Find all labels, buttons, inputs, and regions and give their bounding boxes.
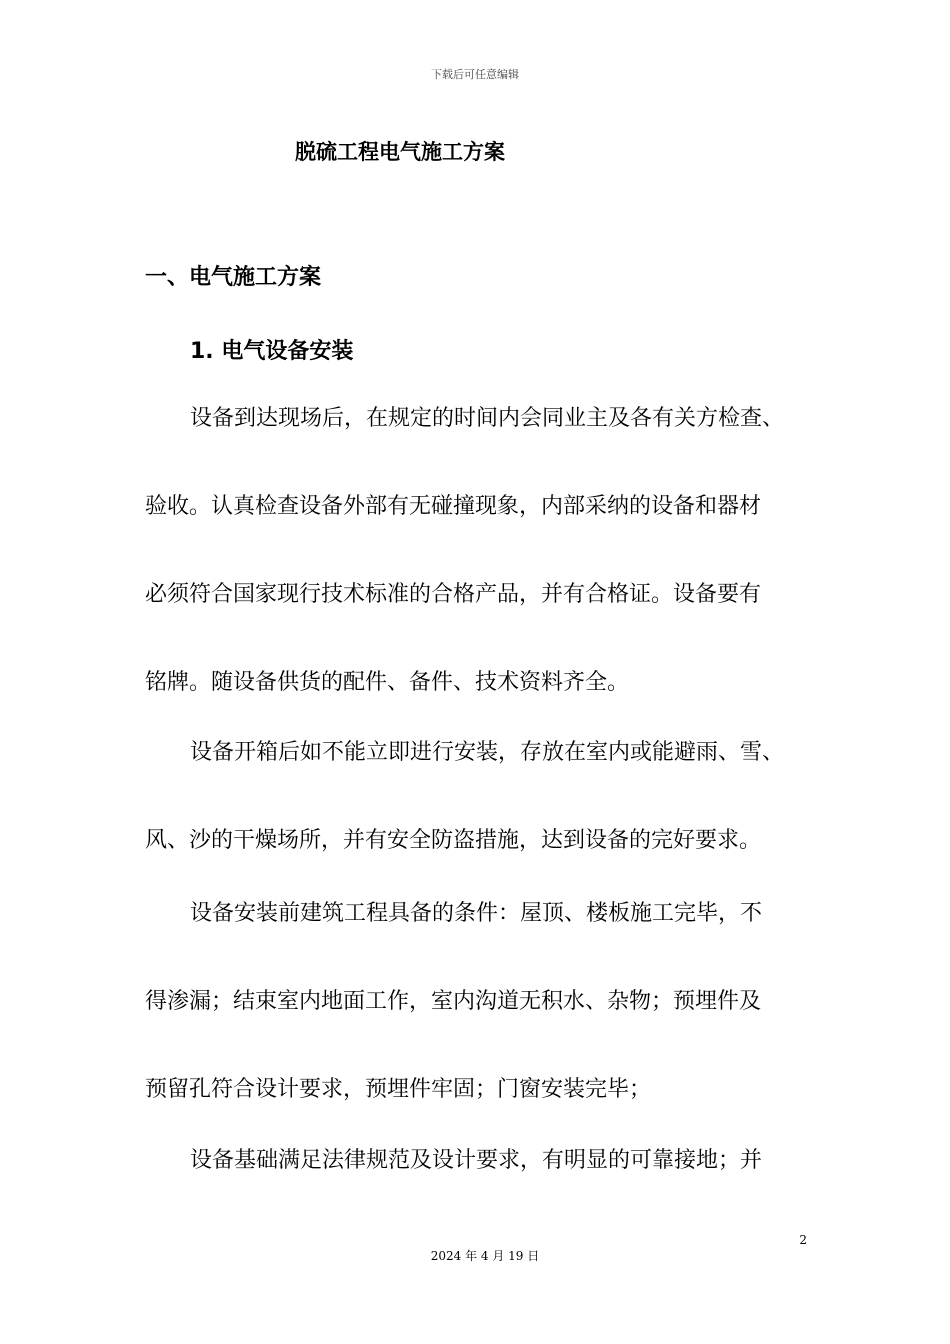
paragraph-1 [145, 375, 825, 727]
paragraph-line: 铭牌。随设备供货的配件、备件、技术资料齐全。 [145, 670, 630, 695]
paragraph-4 [145, 1117, 825, 1205]
paragraph-line: 必须符合国家现行技术标准的合格产品，并有合格证。设备要有 [145, 582, 762, 607]
footer-date: 2024 年 4 月 19 日 [430, 1249, 540, 1263]
document-title: 脱硫工程电气施工方案 [295, 140, 505, 164]
paragraph-line: 预留孔符合设计要求，预埋件牢固；门窗安装完毕； [145, 1077, 652, 1102]
paragraph-line: 设备安装前建筑工程具备的条件：屋顶、楼板施工完毕，不 [190, 901, 763, 926]
paragraph-line: 验收。认真检查设备外部有无碰撞现象，内部采纳的设备和器材 [145, 494, 762, 519]
paragraph-3 [145, 870, 825, 1134]
paragraph-2 [145, 709, 825, 885]
paragraph-line: 风、沙的干燥场所，并有安全防盗措施，达到设备的完好要求。 [145, 828, 762, 853]
paragraph-line: 得渗漏；结束室内地面工作，室内沟道无积水、杂物；预埋件及 [145, 989, 762, 1014]
page-number: 2 [799, 1233, 807, 1247]
paragraph-line: 设备基础满足法律规范及设计要求，有明显的可靠接地；并 [190, 1148, 763, 1173]
paragraph-line: 设备开箱后如不能立即进行安装，存放在室内或能避雨、雪、 [190, 740, 785, 765]
header-note: 下载后可任意编辑 [431, 68, 519, 81]
subsection-heading: 1. 电气设备安装 [190, 339, 354, 364]
paragraph-line: 设备到达现场后，在规定的时间内会同业主及各有关方检查、 [190, 406, 785, 431]
section-heading: 一、电气施工方案 [145, 265, 322, 290]
